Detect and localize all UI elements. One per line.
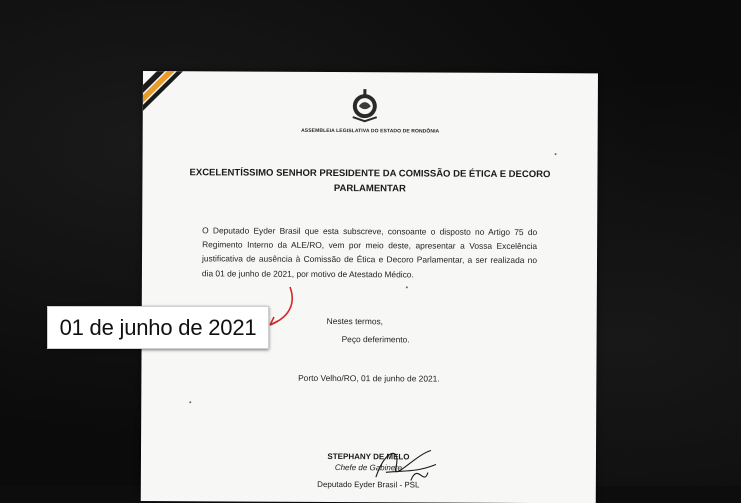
assembly-crest-icon: [349, 87, 381, 123]
body-paragraph: O Deputado Eyder Brasil que esta subscreve, consoante o disposto no Artigo 75 do Regimento Interno da ALE/RO, vem por meio deste, apresentar a Vossa Excelência justificativa de ausência à Comissão de Ética e Decoro Parlamentar, a ser realizada no dia 01 de junho de 2021, por motivo de Atestado Médico.: [201, 225, 538, 280]
paper-speck: [406, 286, 408, 288]
date-callout: [47, 306, 269, 349]
signer-name: STEPHANY DE MELO: [327, 451, 410, 462]
heading-line-2: PARLAMENTAR: [333, 183, 406, 195]
place-and-date: Porto Velho/RO, 01 de junho de 2021.: [298, 372, 440, 384]
signer-subtitle: Deputado Eyder Brasil - PSL: [317, 479, 420, 490]
paper-speck: [189, 401, 191, 403]
callout-date-text: 01 de junho de 2021: [59, 314, 257, 340]
signer-role: Chefe de Gabinete: [334, 463, 403, 473]
paper-speck: [555, 153, 557, 155]
closing-line-2: Peço deferimento.: [341, 334, 410, 345]
heading-line-1: EXCELENTÍSSIMO SENHOR PRESIDENTE DA COMISSÃO DE ÉTICA E DECORO: [189, 167, 551, 181]
closing-line-1: Nestes termos,: [326, 315, 384, 327]
institution-name: ASSEMBLEIA LEGISLATIVA DO ESTADO DE RONDÔNIA: [301, 127, 440, 135]
document-heading: [182, 165, 557, 197]
document-page: [141, 71, 598, 503]
corner-stripes-icon: [143, 71, 203, 131]
